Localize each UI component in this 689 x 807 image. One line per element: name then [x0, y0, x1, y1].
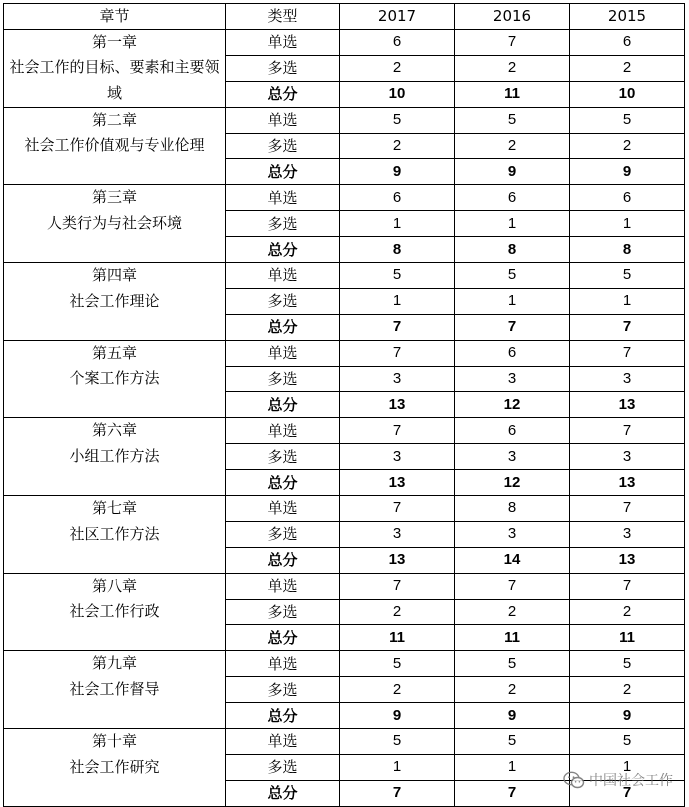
- value-cell: 6: [455, 185, 570, 211]
- value-cell: 5: [455, 263, 570, 289]
- type-cell: 总分: [226, 470, 340, 496]
- value-cell: 7: [570, 314, 685, 340]
- value-cell: 7: [455, 314, 570, 340]
- header-year-2016: 2016: [455, 4, 570, 30]
- value-cell: 5: [570, 107, 685, 133]
- type-cell: 总分: [226, 625, 340, 651]
- chapter-cell: [4, 496, 226, 574]
- value-cell: 10: [570, 81, 685, 107]
- value-cell: 1: [340, 211, 455, 237]
- value-cell: 5: [340, 263, 455, 289]
- value-cell: 7: [570, 573, 685, 599]
- value-cell: 9: [340, 159, 455, 185]
- value-cell: 8: [340, 237, 455, 263]
- value-cell: 2: [340, 599, 455, 625]
- value-cell: 9: [340, 703, 455, 729]
- type-cell: 总分: [226, 159, 340, 185]
- value-cell: 2: [340, 677, 455, 703]
- value-cell: 8: [455, 237, 570, 263]
- chapter-cell: [4, 107, 226, 185]
- type-cell: 多选: [226, 754, 340, 780]
- type-cell: 多选: [226, 677, 340, 703]
- value-cell: 3: [340, 521, 455, 547]
- value-cell: 5: [340, 107, 455, 133]
- value-cell: 3: [340, 366, 455, 392]
- type-cell: 单选: [226, 263, 340, 289]
- value-cell: 11: [340, 625, 455, 651]
- value-cell: 6: [455, 340, 570, 366]
- value-cell: 1: [455, 211, 570, 237]
- chapter-label: 第九章 社会工作督导: [69, 654, 160, 698]
- value-cell: 3: [455, 366, 570, 392]
- type-cell: 单选: [226, 651, 340, 677]
- chapter-cell: [4, 651, 226, 729]
- value-cell: 5: [455, 107, 570, 133]
- value-cell: 2: [570, 599, 685, 625]
- chapter-cell: [4, 263, 226, 341]
- type-cell: 单选: [226, 185, 340, 211]
- table-row: [4, 107, 685, 133]
- chapter-cell: [4, 573, 226, 651]
- header-year-2017: 2017: [340, 4, 455, 30]
- type-cell: 多选: [226, 366, 340, 392]
- value-cell: 11: [570, 625, 685, 651]
- chapter-cell: [4, 418, 226, 496]
- watermark-text: 中国社会工作: [589, 773, 673, 789]
- header-row: [4, 4, 685, 30]
- chapter-cell: [4, 29, 226, 107]
- value-cell: 5: [340, 729, 455, 755]
- header-chapter: 章节: [4, 4, 226, 30]
- value-cell: 9: [455, 703, 570, 729]
- value-cell: 7: [455, 780, 570, 806]
- value-cell: 7: [340, 340, 455, 366]
- value-cell: 1: [340, 754, 455, 780]
- type-cell: 单选: [226, 107, 340, 133]
- value-cell: 12: [455, 470, 570, 496]
- value-cell: 2: [570, 55, 685, 81]
- value-cell: 1: [570, 288, 685, 314]
- type-cell: 多选: [226, 288, 340, 314]
- value-cell: 7: [570, 418, 685, 444]
- chapter-label: 第一章 社会工作的目标、要素和主要领域: [9, 32, 220, 103]
- value-cell: 7: [340, 314, 455, 340]
- value-cell: 6: [340, 185, 455, 211]
- value-cell: 13: [340, 470, 455, 496]
- value-cell: 7: [455, 573, 570, 599]
- chapter-cell: [4, 185, 226, 263]
- type-cell: 总分: [226, 392, 340, 418]
- value-cell: 10: [340, 81, 455, 107]
- value-cell: 7: [340, 780, 455, 806]
- value-cell: 6: [570, 185, 685, 211]
- chapter-label: 第四章 社会工作理论: [69, 266, 160, 310]
- value-cell: 2: [340, 55, 455, 81]
- table-row: [4, 29, 685, 55]
- value-cell: 7: [455, 29, 570, 55]
- value-cell: 9: [570, 159, 685, 185]
- value-cell: 5: [455, 729, 570, 755]
- value-cell: 13: [570, 392, 685, 418]
- type-cell: 多选: [226, 599, 340, 625]
- type-cell: 单选: [226, 340, 340, 366]
- value-cell: 7: [570, 780, 685, 806]
- value-cell: 3: [340, 444, 455, 470]
- type-cell: 总分: [226, 780, 340, 806]
- value-cell: 8: [455, 496, 570, 522]
- value-cell: 2: [340, 133, 455, 159]
- value-cell: 13: [570, 470, 685, 496]
- value-cell: 2: [570, 133, 685, 159]
- value-cell: 6: [455, 418, 570, 444]
- value-cell: 5: [570, 729, 685, 755]
- chapter-label: 第八章 社会工作行政: [69, 576, 160, 621]
- value-cell: 2: [455, 677, 570, 703]
- type-cell: 单选: [226, 496, 340, 522]
- value-cell: 3: [570, 366, 685, 392]
- value-cell: 3: [570, 521, 685, 547]
- type-cell: 单选: [226, 573, 340, 599]
- value-cell: 5: [340, 651, 455, 677]
- value-cell: 13: [340, 547, 455, 573]
- value-cell: 1: [455, 754, 570, 780]
- table-row: [4, 496, 685, 522]
- value-cell: 7: [340, 573, 455, 599]
- value-cell: 5: [570, 263, 685, 289]
- value-cell: 2: [570, 677, 685, 703]
- chapter-label: 第六章 小组工作方法: [69, 421, 160, 465]
- watermark: [563, 770, 673, 790]
- table-row: [4, 573, 685, 599]
- value-cell: 1: [570, 754, 685, 780]
- value-cell: 2: [455, 599, 570, 625]
- value-cell: 6: [340, 29, 455, 55]
- value-cell: 7: [570, 496, 685, 522]
- chapter-label: 第二章 社会工作价值观与专业伦理: [24, 110, 205, 155]
- value-cell: 14: [455, 547, 570, 573]
- value-cell: 3: [455, 521, 570, 547]
- value-cell: 3: [570, 444, 685, 470]
- value-cell: 11: [455, 81, 570, 107]
- table-row: [4, 340, 685, 366]
- table-row: [4, 418, 685, 444]
- table-row: [4, 263, 685, 289]
- exam-score-table: [3, 3, 685, 807]
- type-cell: 单选: [226, 729, 340, 755]
- type-cell: 多选: [226, 55, 340, 81]
- value-cell: 5: [570, 651, 685, 677]
- header-type: 类型: [226, 4, 340, 30]
- value-cell: 1: [570, 211, 685, 237]
- type-cell: 总分: [226, 314, 340, 340]
- value-cell: 7: [340, 496, 455, 522]
- value-cell: 7: [570, 340, 685, 366]
- type-cell: 多选: [226, 444, 340, 470]
- value-cell: 7: [340, 418, 455, 444]
- type-cell: 多选: [226, 133, 340, 159]
- value-cell: 1: [340, 288, 455, 314]
- value-cell: 1: [455, 288, 570, 314]
- table-row: [4, 651, 685, 677]
- value-cell: 13: [570, 547, 685, 573]
- type-cell: 总分: [226, 237, 340, 263]
- table-body: [4, 29, 685, 806]
- chapter-label: 第五章 个案工作方法: [69, 343, 160, 388]
- value-cell: 11: [455, 625, 570, 651]
- value-cell: 8: [570, 237, 685, 263]
- value-cell: 2: [455, 55, 570, 81]
- header-year-2015: 2015: [570, 4, 685, 30]
- type-cell: 单选: [226, 418, 340, 444]
- value-cell: 13: [340, 392, 455, 418]
- type-cell: 多选: [226, 211, 340, 237]
- wechat-icon: [563, 771, 585, 789]
- type-cell: 总分: [226, 703, 340, 729]
- table-row: [4, 185, 685, 211]
- chapter-label: 第三章 人类行为与社会环境: [46, 188, 182, 232]
- table-row: [4, 729, 685, 755]
- value-cell: 12: [455, 392, 570, 418]
- type-cell: 总分: [226, 547, 340, 573]
- chapter-label: 第七章 社区工作方法: [69, 499, 160, 543]
- chapter-cell: [4, 729, 226, 807]
- value-cell: 5: [455, 651, 570, 677]
- chapter-cell: [4, 340, 226, 418]
- value-cell: 2: [455, 133, 570, 159]
- type-cell: 单选: [226, 29, 340, 55]
- value-cell: 6: [570, 29, 685, 55]
- value-cell: 9: [455, 159, 570, 185]
- chapter-label: 第十章 社会工作研究: [69, 732, 160, 776]
- type-cell: 多选: [226, 521, 340, 547]
- value-cell: 3: [455, 444, 570, 470]
- type-cell: 总分: [226, 81, 340, 107]
- value-cell: 9: [570, 703, 685, 729]
